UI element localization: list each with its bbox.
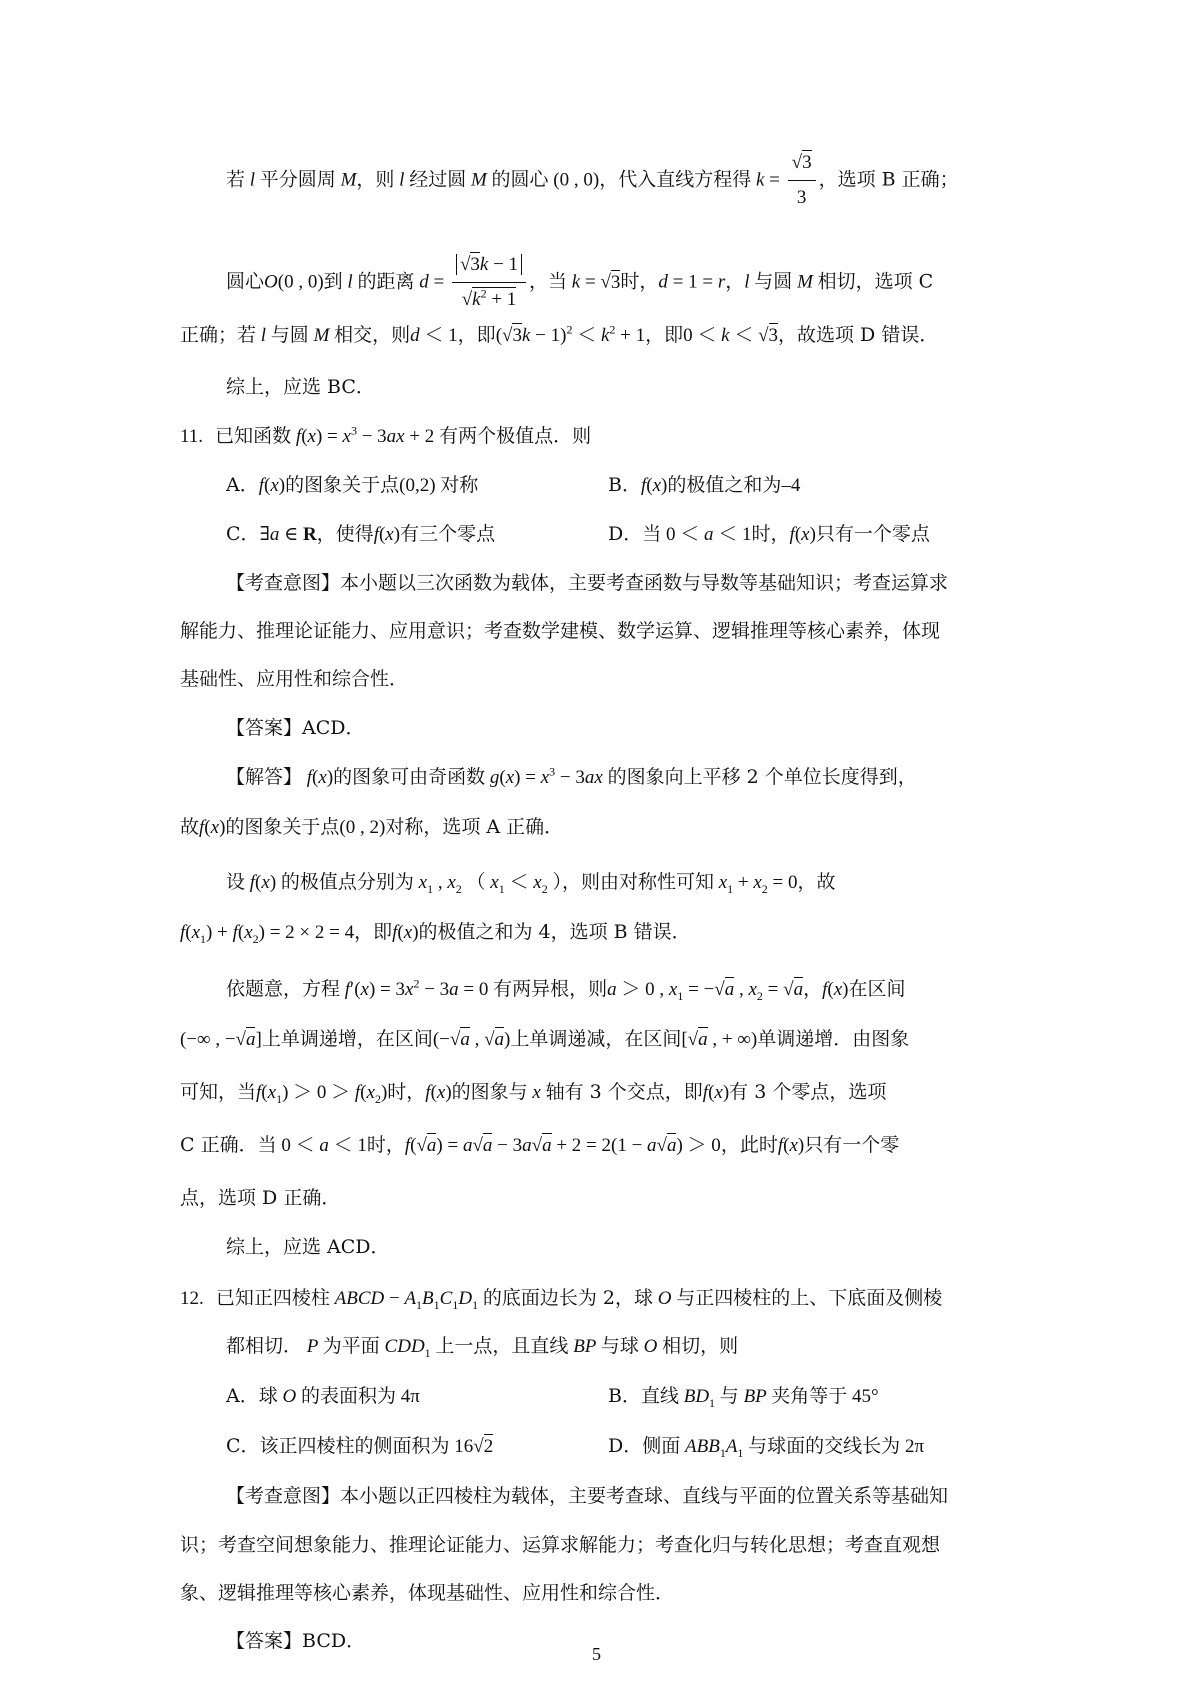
text: 与球面的交线长为 (748, 1435, 901, 1457)
text: 与圆 (270, 324, 309, 346)
text: 可知，当 (180, 1081, 257, 1103)
text: 相切，选项 C (817, 270, 934, 293)
text: C．该正四棱柱的侧面积为 (226, 1435, 450, 1457)
text: 都相切． (226, 1335, 303, 1357)
text: 在区间 (848, 978, 906, 1000)
q11-option-d: D．当 0 ＜ a ＜ 1时，f(x)只有一个零点 (608, 523, 930, 545)
q11-solution-6: (−∞ , −√a]上单调递增，在区间(−√a , √a)上单调递减，在区间[√a , + ∞)单调递增．由图象 (180, 1028, 910, 1050)
q12-stem-2: 都相切． P 为平面 $CDD_1$ 上一点，且直线 BP 与球 O 相切，则 (226, 1335, 739, 1360)
q11-intent-3: 基础性、应用性和综合性． (180, 668, 409, 690)
q12-intent-2: 识；考查空间想象能力、推理论证能力、运算求解能力；考查化归与转化思想；考查直观想 (180, 1534, 941, 1556)
text: 对称，选项 A 正确． (385, 816, 564, 838)
q11-intent-2: 解能力、推理论证能力、应用意识；考查数学建模、数学运算、逻辑推理等核心素养，体现 (180, 620, 941, 642)
text: 的极值之和为 (667, 474, 782, 496)
q11-solution-3: 设 f(x) 的极值点分别为 $x_1$ , $x_2$ （ $x_1 < x_2$ ），则由对称性可知 $x_1 + x_2 = 0$，故 (226, 871, 836, 896)
q10-line-3: 正确；若 l 与圆 M 相交，则d ＜ 1，即$(√3k - 1)^2 < k^2 + 1$，即0 ＜ k ＜ √3，故选项 D 错误． (180, 322, 939, 346)
text: 有两异根，则 (493, 978, 608, 1000)
q11-solution-9: 点，选项 D 正确． (180, 1187, 341, 1209)
q11-intent-1: 【考查意图】本小题以三次函数为载体，主要考查函数与导数等基础知识；考查运算求 (226, 572, 949, 594)
text: 对称 (440, 474, 479, 496)
text: ，即 (645, 324, 684, 346)
text: ，则 (356, 168, 395, 191)
text: C 正确．当 (180, 1134, 277, 1156)
text: 上单调递增，在区间 (261, 1028, 433, 1050)
text: ，故 (797, 871, 836, 893)
text: 轴有 3 个交点，即 (545, 1081, 703, 1103)
text: D．当 (608, 523, 662, 545)
text: 相交，则 (334, 324, 411, 346)
text: 有两个极值点．则 (439, 425, 592, 447)
question-number: 11. (180, 426, 204, 447)
text: C． (226, 523, 260, 545)
text: 上一点，且直线 (435, 1335, 569, 1357)
q10-line-2: 圆心O(0 , 0)到 l 的距离 d = $\frac{√3k - 1}{√k^2 + 1}$ ，当 k = √3时，d = 1 = r，l 与圆 M 相切，选项 C (226, 250, 933, 315)
text: 时， (387, 1081, 426, 1103)
text: ， (725, 270, 745, 293)
q12-intent-3: 象、逻辑推理等核心素养，体现基础性、应用性和综合性． (180, 1582, 675, 1604)
text: 经过圆 (409, 168, 467, 191)
q12-option-d: D．侧面 $ABB_1A_1$ 与球面的交线长为 2π (608, 1435, 925, 1460)
q11-stem: 11. 已知函数 $f(x) = x^3 - 3ax + 2$ 有两个极值点．则 (180, 423, 592, 447)
page-number: 5 (592, 1644, 601, 1664)
q11-solution-4: $f(x_1) + f(x_2) = 2 \times 2 = 4$，即f(x)的极值之和为 4，选项 B 错误． (180, 921, 691, 946)
text: （ (466, 871, 486, 893)
text: 的图象关于点 (285, 474, 400, 496)
text: 只有一个零点 (815, 523, 930, 545)
text: 与 (719, 1385, 739, 1407)
text: 有 3 个零点，选项 (729, 1081, 887, 1103)
text: 的图象向上平移 2 个单位长度得到， (607, 766, 917, 788)
text: 时， (751, 523, 790, 545)
text: ，即 (354, 921, 393, 943)
text: A． (226, 474, 259, 496)
text: 的图象关于点 (225, 816, 340, 838)
text: ，使得 (316, 523, 374, 545)
question-number: 12. (180, 1288, 204, 1309)
q11-option-c: C．∃a ∈ R，使得f(x)有三个零点 (226, 523, 496, 545)
text: 的距离 (357, 270, 415, 293)
text: 上单调递减，在区间 (510, 1028, 682, 1050)
q11-solution-1: 【解答】 f(x)的图象可由奇函数 $g(x) = x^3 - 3ax$ 的图象向上平移 2 个单位长度得到， (226, 764, 917, 788)
text: 有三个零点 (400, 523, 496, 545)
q11-answer: 【答案】ACD． (226, 717, 365, 739)
text: 只有一个零 (804, 1134, 900, 1156)
text: 相切，则 (662, 1335, 739, 1357)
text: B． (608, 474, 641, 496)
text: 时， (620, 270, 659, 293)
q10-line-1: 若 l 平分圆周 M，则 l 经过圆 M 的圆心 (0 , 0)，代入直线方程得 k = $\frac{√3}{3}$ ，选项 B 正确； (226, 148, 959, 213)
text: 的底面边长为 2，球 (482, 1287, 653, 1309)
q11-option-a: A．f(x)的图象关于点(0,2) 对称 (226, 474, 479, 496)
text: ，代入直线方程得 (599, 168, 752, 191)
text: ，故选项 D 错误． (778, 324, 939, 346)
q11-option-b: B．f(x)的极值之和为–4 (608, 474, 801, 496)
text: 设 (226, 871, 246, 893)
distance-fraction: $\frac{√3k - 1}{√k^2 + 1}$ (452, 250, 526, 315)
text: 的极值之和为 4，选项 B 错误． (418, 921, 691, 943)
text: 平分圆周 (259, 168, 336, 191)
text: 若 (226, 168, 246, 191)
text: A．球 (226, 1385, 278, 1407)
text: 时， (366, 1134, 405, 1156)
text: 正确；若 (180, 324, 257, 346)
text: 夹角等于 (771, 1385, 848, 1407)
q11-solution-7: 可知，当$f(x_1) > 0 > f(x_2)$时，f(x)的图象与 x 轴有 3 个交点，即f(x)有 3 个零点，选项 (180, 1081, 887, 1106)
q12-answer: 【答案】BCD． (226, 1630, 366, 1652)
text: ，当 (529, 270, 568, 293)
text: 已知正四棱柱 (215, 1287, 330, 1309)
q11-solution-5: 依题意，方程 $f'(x) = 3x^2 - 3a = 0$ 有两异根，则a ＞ 0 , $x_1 = -√a$ , $x_2 = √a$，f(x)在区间 (226, 976, 906, 1003)
q10-summary: 综上，应选 BC． (226, 376, 375, 398)
q12-stem-1: 12. 已知正四棱柱 ABCD − $A_1B_1C_1D_1$ 的底面边长为 2，球 O 与正四棱柱的上、下底面及侧棱 (180, 1287, 943, 1312)
text: 的表面积为 (300, 1385, 396, 1407)
text: 单调递增．由图象 (757, 1028, 910, 1050)
q12-option-c: C．该正四棱柱的侧面积为 16√2 (226, 1435, 494, 1457)
text: 到 (323, 270, 343, 293)
q11-summary: 综上，应选 ACD． (226, 1236, 390, 1258)
text: ，此时 (720, 1134, 778, 1156)
text: ），则由对称性可知 (552, 871, 714, 893)
text: 的图象与 (451, 1081, 528, 1103)
text: ，即 (457, 324, 496, 346)
q12-intent-1: 【考查意图】本小题以正四棱柱为载体，主要考查球、直线与平面的位置关系等基础知 (226, 1485, 949, 1507)
fraction: $\frac{√3}{3}$ (788, 148, 816, 213)
text: 【解答】 (226, 766, 303, 788)
text: 与圆 (754, 270, 793, 293)
text: 已知函数 (215, 425, 292, 447)
text: ，选项 B 正确； (818, 168, 959, 191)
text: –4 (781, 475, 801, 496)
text: 的图象可由奇函数 (333, 766, 486, 788)
text: 与正四棱柱的上、下底面及侧棱 (676, 1287, 943, 1309)
text: B．直线 (608, 1385, 679, 1407)
text: 圆心 (226, 270, 265, 293)
q11-solution-2: 故f(x)的图象关于点(0 , 2)对称，选项 A 正确． (180, 816, 564, 838)
q11-solution-8: C 正确．当 0 ＜ a ＜ 1时，f(√a) = a√a − 3a√a + 2 = 2(1 − a√a) ＞ 0，此时f(x)只有一个零 (180, 1134, 900, 1156)
text: D．侧面 (608, 1435, 681, 1457)
text: 为平面 (322, 1335, 380, 1357)
text: 与球 (600, 1335, 639, 1357)
text: 的极值点分别为 (280, 871, 414, 893)
text: 的圆心 (491, 168, 549, 191)
text: 故 (180, 816, 200, 838)
q12-option-a: A．球 O 的表面积为 4π (226, 1385, 420, 1407)
text: ， (803, 978, 823, 1000)
q12-option-b: B．直线 $BD_1$ 与 BP 夹角等于 45° (608, 1385, 879, 1410)
text: 依题意，方程 (226, 978, 341, 1000)
